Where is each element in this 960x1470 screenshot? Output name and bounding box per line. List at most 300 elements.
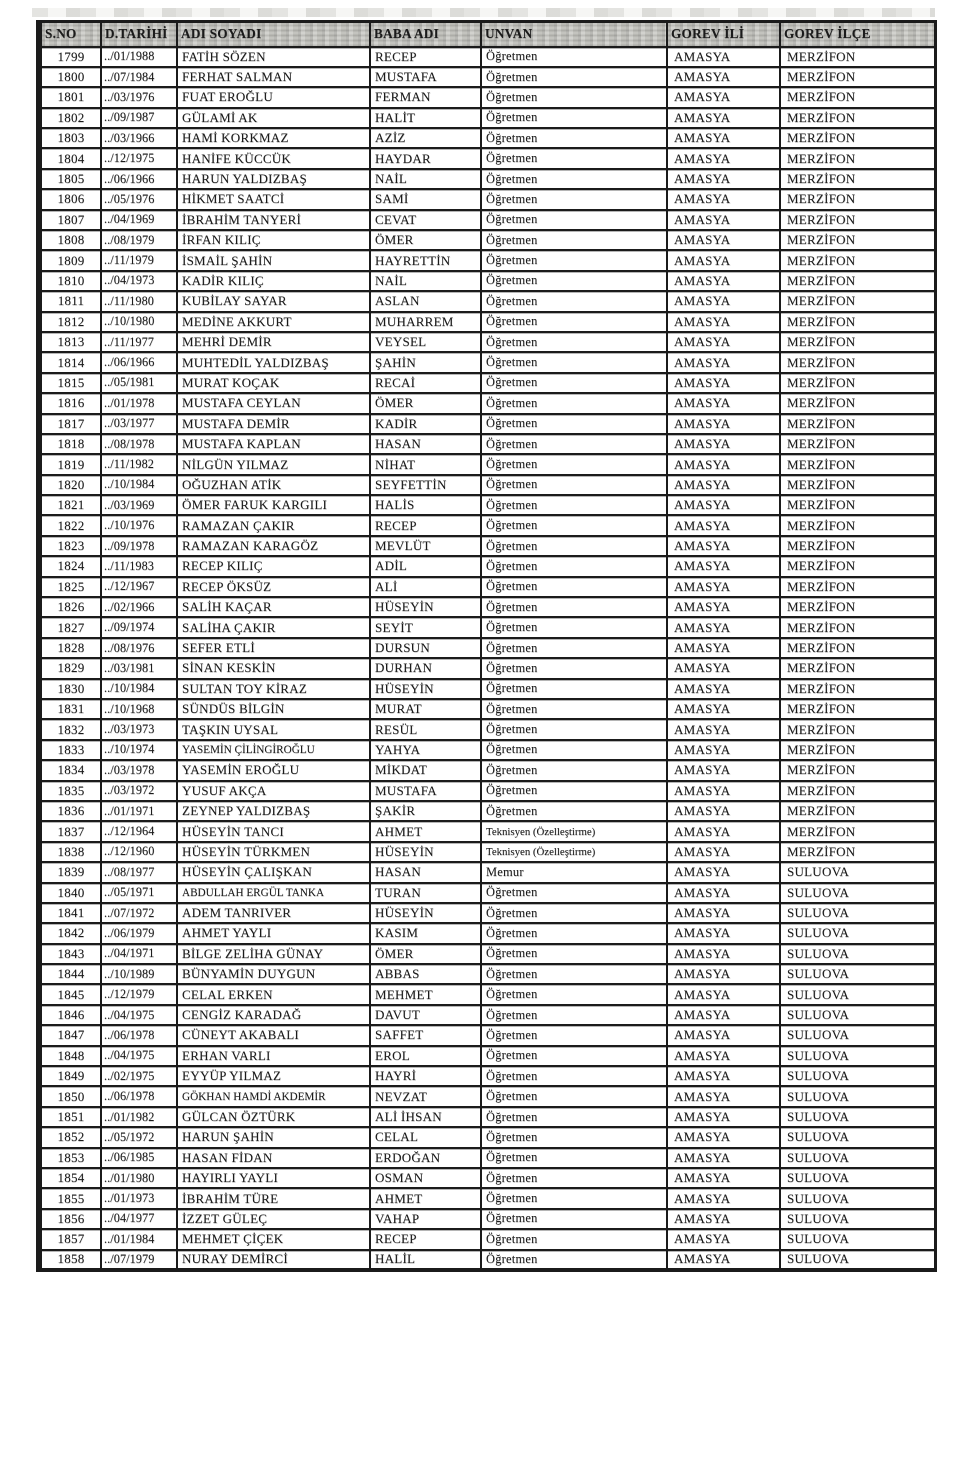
cell-title: Öğretmen [481, 1250, 667, 1270]
cell-title: Öğretmen [481, 944, 667, 964]
cell-sno: 1827 [39, 617, 101, 637]
cell-duty-province: AMASYA [667, 312, 780, 332]
cell-name-surname: AHMET YAYLI [177, 923, 370, 943]
cell-sno: 1848 [39, 1046, 101, 1066]
cell-title: Öğretmen [481, 740, 667, 760]
cell-duty-district: SULUOVA [780, 964, 935, 984]
cell-title: Öğretmen [481, 1066, 667, 1086]
cell-name-surname: GÜLCAN ÖZTÜRK [177, 1107, 370, 1127]
cell-duty-district: SULUOVA [780, 1209, 935, 1229]
cell-sno: 1838 [39, 842, 101, 862]
table-row [39, 414, 935, 434]
cell-birth-date: ../10/1984 [101, 679, 177, 699]
cell-title: Öğretmen [481, 1127, 667, 1147]
cell-name-surname: GÜLAMİ AK [177, 108, 370, 128]
cell-duty-province: AMASYA [667, 128, 780, 148]
cell-title: Öğretmen [481, 1168, 667, 1188]
cell-duty-district: MERZİFON [780, 352, 935, 372]
cell-name-surname: HÜSEYİN TANCI [177, 821, 370, 841]
cell-name-surname: RAMAZAN KARAGÖZ [177, 536, 370, 556]
cell-title: Öğretmen [481, 148, 667, 168]
cell-name-surname: RECEP ÖKSÜZ [177, 577, 370, 597]
cell-duty-district: MERZİFON [780, 210, 935, 230]
table-row [39, 903, 935, 923]
cell-father-name: KASIM [370, 923, 481, 943]
cell-name-surname: FERHAT SALMAN [177, 67, 370, 87]
cell-name-surname: İZZET GÜLEÇ [177, 1209, 370, 1229]
table-row [39, 1107, 935, 1127]
column-header-name: ADI SOYADI [177, 22, 370, 47]
cell-duty-province: AMASYA [667, 1250, 780, 1270]
column-header-title: UNVAN [481, 22, 667, 47]
table-row [39, 699, 935, 719]
cell-name-surname: CÜNEYT AKABALI [177, 1025, 370, 1045]
cell-sno: 1852 [39, 1127, 101, 1147]
cell-name-surname: MEDİNE AKKURT [177, 312, 370, 332]
cell-birth-date: ../10/1976 [101, 515, 177, 535]
cell-duty-district: MERZİFON [780, 658, 935, 678]
cell-duty-district: MERZİFON [780, 271, 935, 291]
cell-title: Öğretmen [481, 271, 667, 291]
cell-title: Öğretmen [481, 332, 667, 352]
cell-duty-district: SULUOVA [780, 903, 935, 923]
table-row [39, 475, 935, 495]
cell-birth-date: ../05/1976 [101, 189, 177, 209]
cell-duty-district: MERZİFON [780, 781, 935, 801]
cell-name-surname: İRFAN KILIÇ [177, 230, 370, 250]
cell-father-name: KADİR [370, 414, 481, 434]
cell-title: Öğretmen [481, 903, 667, 923]
table-body [39, 47, 935, 1270]
cell-birth-date: ../03/1981 [101, 658, 177, 678]
cell-father-name: HAYRİ [370, 1066, 481, 1086]
cell-sno: 1806 [39, 189, 101, 209]
column-header-birth-date: D.TARİHİ [101, 22, 177, 47]
cell-title: Öğretmen [481, 883, 667, 903]
table-row [39, 47, 935, 67]
cell-birth-date: ../07/1984 [101, 67, 177, 87]
cell-duty-district: MERZİFON [780, 536, 935, 556]
cell-birth-date: ../10/1984 [101, 475, 177, 495]
cell-name-surname: RECEP KILIÇ [177, 556, 370, 576]
cell-duty-district: SULUOVA [780, 1066, 935, 1086]
cell-title: Öğretmen [481, 1086, 667, 1106]
table-row [39, 944, 935, 964]
cell-duty-province: AMASYA [667, 577, 780, 597]
cell-duty-district: MERZİFON [780, 332, 935, 352]
cell-birth-date: ../08/1979 [101, 230, 177, 250]
cell-father-name: FERMAN [370, 87, 481, 107]
cell-duty-district: MERZİFON [780, 67, 935, 87]
table-row [39, 230, 935, 250]
column-header-father-name: BABA ADI [370, 22, 481, 47]
cell-title: Teknisyen (Özelleştirme) [481, 842, 667, 862]
cell-father-name: NAİL [370, 169, 481, 189]
cell-birth-date: ../01/1984 [101, 1229, 177, 1249]
table-row [39, 923, 935, 943]
cell-title: Öğretmen [481, 964, 667, 984]
table-row [39, 1168, 935, 1188]
cell-father-name: ŞAHİN [370, 352, 481, 372]
cell-sno: 1844 [39, 964, 101, 984]
cell-title: Öğretmen [481, 230, 667, 250]
cell-duty-district: SULUOVA [780, 944, 935, 964]
table-row [39, 658, 935, 678]
cell-sno: 1813 [39, 332, 101, 352]
cell-father-name: SEYİT [370, 617, 481, 637]
cell-name-surname: TAŞKIN UYSAL [177, 719, 370, 739]
column-header-province: GOREV İLİ [667, 22, 780, 47]
cell-father-name: ALİ İHSAN [370, 1107, 481, 1127]
cell-sno: 1833 [39, 740, 101, 760]
cell-father-name: ADİL [370, 556, 481, 576]
cell-father-name: RECEP [370, 47, 481, 67]
cell-birth-date: ../12/1960 [101, 842, 177, 862]
table-row [39, 169, 935, 189]
cell-name-surname: GÖKHAN HAMDİ AKDEMİR [177, 1086, 370, 1106]
cell-duty-district: MERZİFON [780, 638, 935, 658]
cell-duty-province: AMASYA [667, 1086, 780, 1106]
cell-title: Öğretmen [481, 577, 667, 597]
cell-birth-date: ../12/1975 [101, 148, 177, 168]
cell-duty-district: MERZİFON [780, 434, 935, 454]
table-row [39, 1229, 935, 1249]
cell-sno: 1857 [39, 1229, 101, 1249]
cell-duty-province: AMASYA [667, 271, 780, 291]
cell-birth-date: ../09/1978 [101, 536, 177, 556]
cell-name-surname: KADİR KILIÇ [177, 271, 370, 291]
cell-sno: 1801 [39, 87, 101, 107]
cell-duty-district: SULUOVA [780, 1148, 935, 1168]
cell-duty-district: MERZİFON [780, 373, 935, 393]
cell-birth-date: ../04/1971 [101, 944, 177, 964]
cell-sno: 1799 [39, 47, 101, 67]
table-row [39, 638, 935, 658]
cell-duty-province: AMASYA [667, 944, 780, 964]
cell-title: Öğretmen [481, 495, 667, 515]
cell-duty-province: AMASYA [667, 617, 780, 637]
cell-title: Öğretmen [481, 1209, 667, 1229]
cell-sno: 1805 [39, 169, 101, 189]
cell-birth-date: ../03/1973 [101, 719, 177, 739]
cell-duty-province: AMASYA [667, 1005, 780, 1025]
cell-title: Öğretmen [481, 312, 667, 332]
cell-title: Teknisyen (Özelleştirme) [481, 821, 667, 841]
cell-father-name: NAİL [370, 271, 481, 291]
cell-duty-province: AMASYA [667, 47, 780, 67]
personnel-table [36, 20, 937, 1272]
table-row [39, 495, 935, 515]
cell-name-surname: EYYÜP YILMAZ [177, 1066, 370, 1086]
cell-sno: 1823 [39, 536, 101, 556]
cell-title: Öğretmen [481, 169, 667, 189]
table-row [39, 1046, 935, 1066]
table-row [39, 781, 935, 801]
cell-birth-date: ../06/1966 [101, 352, 177, 372]
cell-duty-province: AMASYA [667, 108, 780, 128]
cell-sno: 1855 [39, 1188, 101, 1208]
cell-title: Öğretmen [481, 1107, 667, 1127]
cell-duty-district: MERZİFON [780, 108, 935, 128]
cell-duty-province: AMASYA [667, 699, 780, 719]
table-row [39, 556, 935, 576]
cell-duty-province: AMASYA [667, 475, 780, 495]
cell-father-name: HASAN [370, 434, 481, 454]
table-row [39, 271, 935, 291]
cell-name-surname: HÜSEYİN ÇALIŞKAN [177, 862, 370, 882]
cell-name-surname: FUAT EROĞLU [177, 87, 370, 107]
cell-birth-date: ../05/1972 [101, 1127, 177, 1147]
table-row [39, 964, 935, 984]
cell-duty-district: SULUOVA [780, 1005, 935, 1025]
cell-duty-district: MERZİFON [780, 740, 935, 760]
cell-birth-date: ../03/1977 [101, 414, 177, 434]
cell-name-surname: SALİH KAÇAR [177, 597, 370, 617]
cell-duty-province: AMASYA [667, 332, 780, 352]
cell-title: Öğretmen [481, 781, 667, 801]
cell-duty-district: MERZİFON [780, 679, 935, 699]
cell-father-name: ÖMER [370, 944, 481, 964]
cell-name-surname: MEHMET ÇİÇEK [177, 1229, 370, 1249]
cell-sno: 1837 [39, 821, 101, 841]
cell-sno: 1815 [39, 373, 101, 393]
cell-name-surname: YASEMİN ÇİLİNGİROĞLU [177, 740, 370, 760]
cell-father-name: OSMAN [370, 1168, 481, 1188]
cell-birth-date: ../03/1976 [101, 87, 177, 107]
cell-duty-district: SULUOVA [780, 923, 935, 943]
cell-father-name: SAFFET [370, 1025, 481, 1045]
cell-sno: 1811 [39, 291, 101, 311]
cell-duty-province: AMASYA [667, 903, 780, 923]
table-row [39, 862, 935, 882]
cell-sno: 1804 [39, 148, 101, 168]
cell-duty-province: AMASYA [667, 495, 780, 515]
cell-name-surname: ÖMER FARUK KARGILI [177, 495, 370, 515]
cell-duty-province: AMASYA [667, 740, 780, 760]
cell-duty-district: MERZİFON [780, 699, 935, 719]
cell-sno: 1828 [39, 638, 101, 658]
cell-sno: 1825 [39, 577, 101, 597]
table-row [39, 1005, 935, 1025]
cell-name-surname: HÜSEYİN TÜRKMEN [177, 842, 370, 862]
cell-title: Öğretmen [481, 250, 667, 270]
cell-father-name: ÖMER [370, 393, 481, 413]
cell-birth-date: ../11/1980 [101, 291, 177, 311]
cell-duty-province: AMASYA [667, 801, 780, 821]
cell-sno: 1836 [39, 801, 101, 821]
cell-sno: 1830 [39, 679, 101, 699]
cell-father-name: HAYDAR [370, 148, 481, 168]
cell-sno: 1824 [39, 556, 101, 576]
cell-sno: 1820 [39, 475, 101, 495]
table-row [39, 719, 935, 739]
cell-duty-province: AMASYA [667, 1148, 780, 1168]
cell-name-surname: MEHRİ DEMİR [177, 332, 370, 352]
cell-title: Öğretmen [481, 1046, 667, 1066]
cell-sno: 1834 [39, 760, 101, 780]
cell-name-surname: MURAT KOÇAK [177, 373, 370, 393]
cell-title: Öğretmen [481, 352, 667, 372]
cell-birth-date: ../06/1985 [101, 1148, 177, 1168]
cell-title: Öğretmen [481, 475, 667, 495]
cell-title: Öğretmen [481, 414, 667, 434]
cell-title: Öğretmen [481, 291, 667, 311]
cell-sno: 1800 [39, 67, 101, 87]
cell-birth-date: ../10/1974 [101, 740, 177, 760]
cell-birth-date: ../03/1969 [101, 495, 177, 515]
cell-birth-date: ../03/1972 [101, 781, 177, 801]
cell-duty-district: SULUOVA [780, 883, 935, 903]
cell-name-surname: MUSTAFA KAPLAN [177, 434, 370, 454]
cell-sno: 1814 [39, 352, 101, 372]
cell-duty-district: MERZİFON [780, 414, 935, 434]
cell-sno: 1847 [39, 1025, 101, 1045]
cell-birth-date: ../04/1975 [101, 1046, 177, 1066]
cell-duty-district: MERZİFON [780, 312, 935, 332]
cell-duty-province: AMASYA [667, 250, 780, 270]
cell-name-surname: İBRAHİM TÜRE [177, 1188, 370, 1208]
cell-father-name: RECEP [370, 515, 481, 535]
cell-duty-province: AMASYA [667, 434, 780, 454]
cell-title: Öğretmen [481, 617, 667, 637]
cell-duty-province: AMASYA [667, 148, 780, 168]
cell-birth-date: ../04/1969 [101, 210, 177, 230]
cell-sno: 1817 [39, 414, 101, 434]
cell-father-name: MEVLÜT [370, 536, 481, 556]
cell-father-name: NİHAT [370, 454, 481, 474]
cell-duty-district: MERZİFON [780, 801, 935, 821]
cell-duty-province: AMASYA [667, 597, 780, 617]
cell-title: Öğretmen [481, 760, 667, 780]
cell-birth-date: ../05/1981 [101, 373, 177, 393]
cell-duty-province: AMASYA [667, 1127, 780, 1147]
cell-birth-date: ../04/1973 [101, 271, 177, 291]
cell-sno: 1829 [39, 658, 101, 678]
cell-duty-province: AMASYA [667, 658, 780, 678]
table-row [39, 189, 935, 209]
cell-title: Öğretmen [481, 108, 667, 128]
cell-sno: 1840 [39, 883, 101, 903]
cell-father-name: RECAİ [370, 373, 481, 393]
table-row [39, 821, 935, 841]
cell-sno: 1846 [39, 1005, 101, 1025]
cell-sno: 1841 [39, 903, 101, 923]
table-row [39, 801, 935, 821]
cell-sno: 1812 [39, 312, 101, 332]
cell-sno: 1826 [39, 597, 101, 617]
cell-duty-province: AMASYA [667, 87, 780, 107]
cell-father-name: SEYFETTİN [370, 475, 481, 495]
table-row [39, 842, 935, 862]
cell-birth-date: ../12/1967 [101, 577, 177, 597]
cell-sno: 1803 [39, 128, 101, 148]
cell-father-name: HALİS [370, 495, 481, 515]
table-row [39, 1250, 935, 1270]
cell-father-name: VAHAP [370, 1209, 481, 1229]
cell-duty-province: AMASYA [667, 883, 780, 903]
cell-name-surname: NURAY DEMİRCİ [177, 1250, 370, 1270]
cell-duty-district: MERZİFON [780, 475, 935, 495]
cell-duty-district: MERZİFON [780, 250, 935, 270]
cell-duty-province: AMASYA [667, 414, 780, 434]
cell-name-surname: RAMAZAN ÇAKIR [177, 515, 370, 535]
cell-duty-district: MERZİFON [780, 719, 935, 739]
cell-title: Öğretmen [481, 87, 667, 107]
cell-birth-date: ../07/1979 [101, 1250, 177, 1270]
cell-title: Öğretmen [481, 923, 667, 943]
table-row [39, 760, 935, 780]
cell-name-surname: HİKMET SAATCİ [177, 189, 370, 209]
cell-birth-date: ../06/1978 [101, 1025, 177, 1045]
cell-duty-district: SULUOVA [780, 1168, 935, 1188]
cell-birth-date: ../09/1974 [101, 617, 177, 637]
table-row [39, 250, 935, 270]
cell-name-surname: NİLGÜN YILMAZ [177, 454, 370, 474]
cell-birth-date: ../11/1983 [101, 556, 177, 576]
cell-name-surname: BİLGE ZELİHA GÜNAY [177, 944, 370, 964]
cell-sno: 1808 [39, 230, 101, 250]
cell-father-name: HÜSEYİN [370, 903, 481, 923]
table-row [39, 515, 935, 535]
cell-duty-province: AMASYA [667, 373, 780, 393]
cell-father-name: ABBAS [370, 964, 481, 984]
table-row [39, 883, 935, 903]
cell-father-name: DURSUN [370, 638, 481, 658]
table-row [39, 740, 935, 760]
cell-duty-district: SULUOVA [780, 1188, 935, 1208]
cell-duty-province: AMASYA [667, 719, 780, 739]
table-row [39, 1025, 935, 1045]
cell-duty-district: SULUOVA [780, 1127, 935, 1147]
table-row [39, 1066, 935, 1086]
cell-name-surname: OĞUZHAN ATİK [177, 475, 370, 495]
cell-sno: 1843 [39, 944, 101, 964]
cell-duty-district: MERZİFON [780, 393, 935, 413]
table-row [39, 148, 935, 168]
cell-title: Öğretmen [481, 536, 667, 556]
cell-birth-date: ../06/1978 [101, 1086, 177, 1106]
cell-title: Öğretmen [481, 679, 667, 699]
header-row [39, 22, 935, 47]
cell-duty-province: AMASYA [667, 964, 780, 984]
cell-birth-date: ../11/1977 [101, 332, 177, 352]
cell-duty-district: MERZİFON [780, 842, 935, 862]
cell-duty-province: AMASYA [667, 1209, 780, 1229]
cell-father-name: HALİL [370, 1250, 481, 1270]
cell-father-name: NEVZAT [370, 1086, 481, 1106]
cell-birth-date: ../08/1978 [101, 434, 177, 454]
cell-birth-date: ../12/1979 [101, 984, 177, 1004]
cell-sno: 1818 [39, 434, 101, 454]
cell-sno: 1832 [39, 719, 101, 739]
cell-duty-district: MERZİFON [780, 47, 935, 67]
cell-title: Öğretmen [481, 984, 667, 1004]
column-header-sno: S.NO [39, 22, 101, 47]
cell-duty-province: AMASYA [667, 556, 780, 576]
cell-name-surname: YUSUF AKÇA [177, 781, 370, 801]
cell-father-name: MİKDAT [370, 760, 481, 780]
cell-birth-date: ../08/1977 [101, 862, 177, 882]
cell-birth-date: ../03/1966 [101, 128, 177, 148]
table-row [39, 1148, 935, 1168]
cell-name-surname: SÜNDÜS BİLGİN [177, 699, 370, 719]
cell-father-name: RECEP [370, 1229, 481, 1249]
cell-sno: 1822 [39, 515, 101, 535]
cell-birth-date: ../07/1972 [101, 903, 177, 923]
cell-birth-date: ../06/1979 [101, 923, 177, 943]
cell-name-surname: HASAN FİDAN [177, 1148, 370, 1168]
cell-name-surname: İSMAİL ŞAHİN [177, 250, 370, 270]
